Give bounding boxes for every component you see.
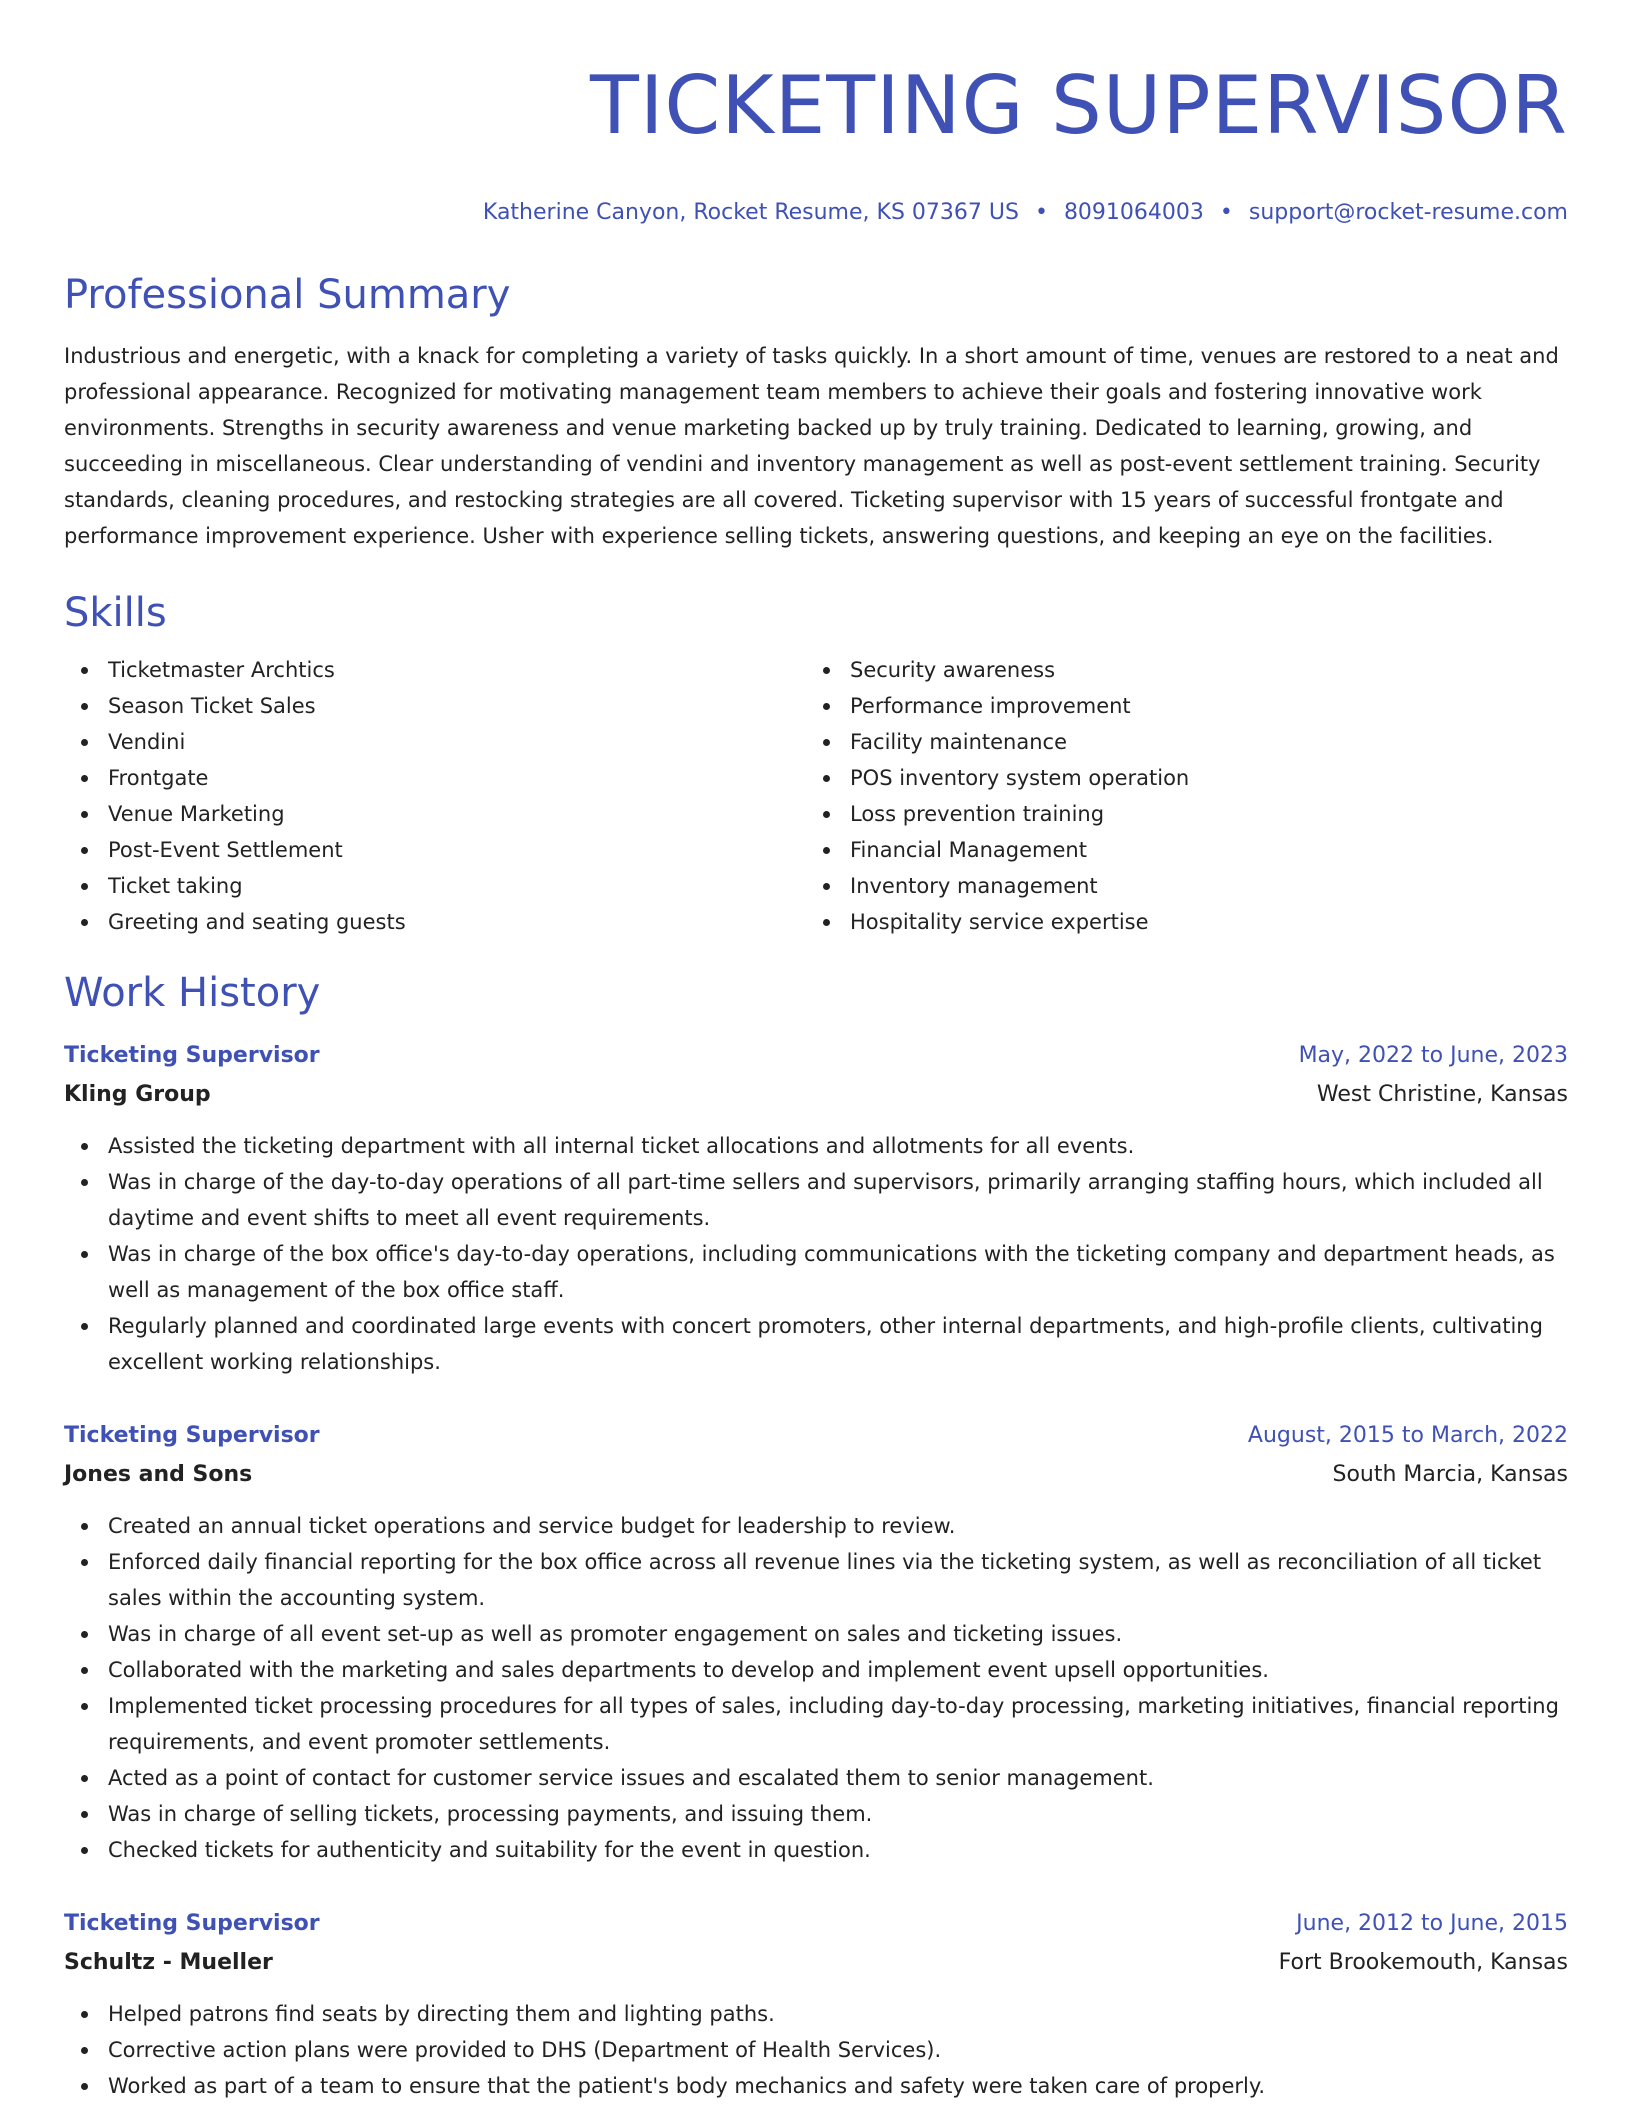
job-title: Ticketing Supervisor (64, 1911, 320, 1936)
job-bullet: Was in charge of the day-to-day operations of all part-time sellers and supervisors, primarily arranging staffing hours, which included all daytime and event shifts to meet all event requirements. (64, 1164, 1568, 1236)
job-title: Ticketing Supervisor (64, 1043, 320, 1068)
job-bullet: Was in charge of all event set-up as well as promoter engagement on sales and ticketing issues. (64, 1616, 1568, 1652)
skills-column-left (64, 652, 806, 940)
job-entry (64, 1416, 1568, 1868)
skill-item: Performance improvement (806, 688, 1548, 724)
skills-list (64, 652, 1568, 940)
job-dates: May, 2022 to June, 2023 (1298, 1043, 1568, 1068)
job-bullet: Was in charge of selling tickets, processing payments, and issuing them. (64, 1796, 1568, 1832)
job-company-row (64, 1944, 1568, 1982)
skill-item: Ticketmaster Archtics (64, 652, 806, 688)
job-bullets (64, 1996, 1568, 2104)
skill-item: Loss prevention training (806, 796, 1548, 832)
contact-line (64, 198, 1568, 228)
skill-item: Facility maintenance (806, 724, 1548, 760)
skills-heading: Skills (64, 590, 167, 636)
skill-item: Greeting and seating guests (64, 904, 806, 940)
skill-item: Hospitality service expertise (806, 904, 1548, 940)
skill-item: Vendini (64, 724, 806, 760)
job-company: Jones and Sons (64, 1462, 253, 1487)
job-header-row (64, 1036, 1568, 1076)
job-bullet: Assisted the ticketing department with all internal ticket allocations and allotments for all events. (64, 1128, 1568, 1164)
job-bullet: Helped patrons find seats by directing them and lighting paths. (64, 1996, 1568, 2032)
summary-heading: Professional Summary (64, 272, 511, 318)
job-location: South Marcia, Kansas (1332, 1462, 1568, 1487)
job-bullet: Enforced daily financial reporting for the box office across all revenue lines via the ticketing system, as well as reconciliation of all ticket sales within the accounting system. (64, 1544, 1568, 1616)
job-entry (64, 1904, 1568, 2104)
skill-item: Financial Management (806, 832, 1548, 868)
resume-name: TICKETING SUPERVISOR (589, 59, 1568, 152)
summary-text: Industrious and energetic, with a knack for completing a variety of tasks quickly. In a short amount of time, venues are restored to a neat and professional appearance. Recognized for motivating management team members to achieve their goals and fostering innovative work environments. Strengths in security awareness and venue marketing backed up by truly training. Dedicated to learning, growing, and succeeding in miscellaneous. Clear understanding of vendini and inventory management as well as post-event settlement training. Security standards, cleaning procedures, and restocking strategies are all covered. Ticketing supervisor with 15 years of successful frontgate and performance improvement experience. Usher with experience selling tickets, answering questions, and keeping an eye on the facilities. (64, 344, 1559, 548)
skill-item: Inventory management (806, 868, 1548, 904)
skill-item: Venue Marketing (64, 796, 806, 832)
job-bullet: Regularly planned and coordinated large events with concert promoters, other internal departments, and high-profile clients, cultivating excellent working relationships. (64, 1308, 1568, 1380)
job-location: Fort Brookemouth, Kansas (1278, 1950, 1568, 1975)
skills-column-right (806, 652, 1548, 940)
job-company: Schultz - Mueller (64, 1950, 273, 1975)
job-bullets (64, 1128, 1568, 1380)
job-bullets (64, 1508, 1568, 1868)
job-header-row (64, 1416, 1568, 1456)
job-bullet: Collaborated with the marketing and sales departments to develop and implement event upsell opportunities. (64, 1652, 1568, 1688)
contact-phone: 8091064003 (1063, 200, 1204, 225)
job-title: Ticketing Supervisor (64, 1423, 320, 1448)
job-bullet: Acted as a point of contact for customer service issues and escalated them to senior management. (64, 1760, 1568, 1796)
job-company: Kling Group (64, 1082, 211, 1107)
contact-address: Katherine Canyon, Rocket Resume, KS 07367 US (482, 200, 1019, 225)
contact-separator: • (1219, 200, 1233, 225)
work-history-heading: Work History (64, 970, 321, 1016)
job-company-row (64, 1076, 1568, 1114)
job-bullet: Created an annual ticket operations and service budget for leadership to review. (64, 1508, 1568, 1544)
skill-item: Frontgate (64, 760, 806, 796)
job-header-row (64, 1904, 1568, 1944)
job-bullet: Was in charge of the box office's day-to-day operations, including communications with the ticketing company and department heads, as well as management of the box office staff. (64, 1236, 1568, 1308)
skill-item: POS inventory system operation (806, 760, 1548, 796)
skill-item: Post-Event Settlement (64, 832, 806, 868)
job-bullet: Implemented ticket processing procedures for all types of sales, including day-to-day processing, marketing initiatives, financial reporting requirements, and event promoter settlements. (64, 1688, 1568, 1760)
skill-item: Security awareness (806, 652, 1548, 688)
job-location: West Christine, Kansas (1316, 1082, 1568, 1107)
job-company-row (64, 1456, 1568, 1494)
job-bullet: Worked as part of a team to ensure that the patient's body mechanics and safety were taken care of properly. (64, 2068, 1568, 2104)
skill-item: Season Ticket Sales (64, 688, 806, 724)
contact-separator: • (1034, 200, 1048, 225)
contact-email: support@rocket-resume.com (1248, 200, 1568, 225)
job-entry (64, 1036, 1568, 1380)
job-bullet: Checked tickets for authenticity and suitability for the event in question. (64, 1832, 1568, 1868)
job-bullet: Corrective action plans were provided to DHS (Department of Health Services). (64, 2032, 1568, 2068)
job-dates: August, 2015 to March, 2022 (1247, 1423, 1568, 1448)
job-dates: June, 2012 to June, 2015 (1296, 1911, 1568, 1936)
skill-item: Ticket taking (64, 868, 806, 904)
